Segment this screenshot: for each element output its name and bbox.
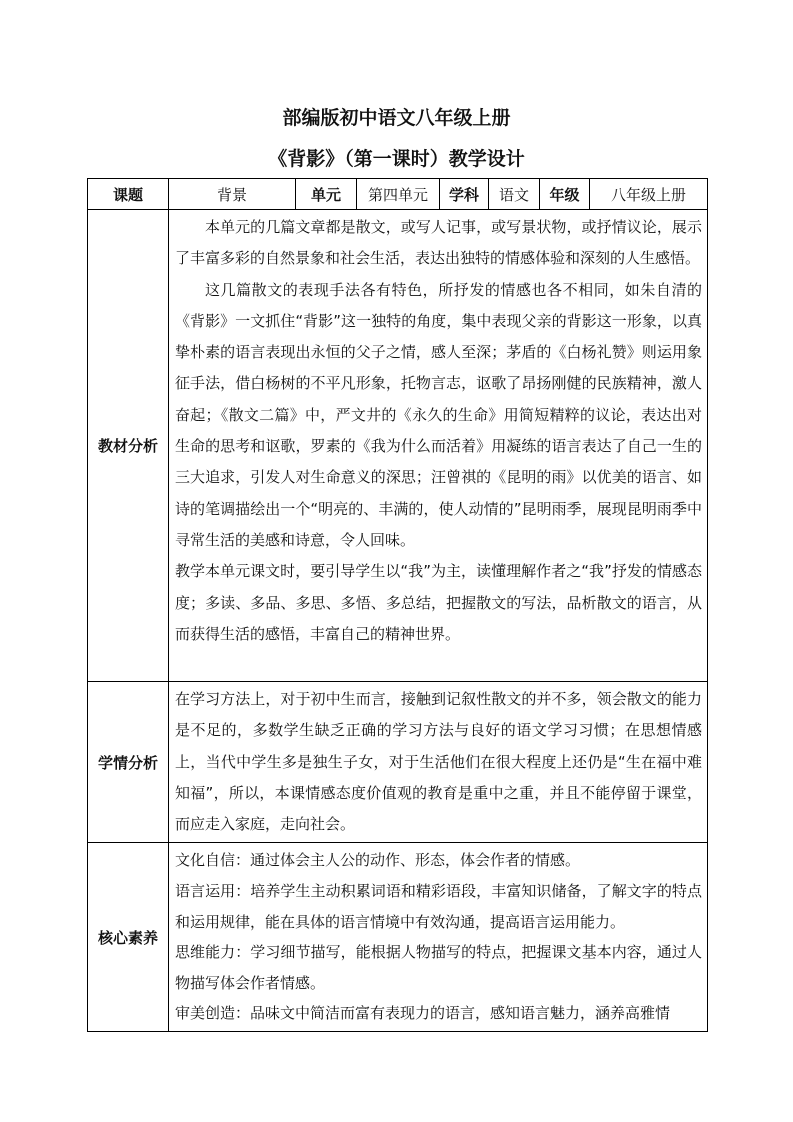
unit-label: 单元: [296, 179, 357, 210]
header-row: [88, 179, 708, 210]
core-literacy-paragraph: 思维能力：学习细节描写，能根据人物描写的特点，把握课文基本内容，通过人物描写体会作者情感。: [175, 943, 702, 992]
learner-analysis-content: [169, 682, 708, 843]
grade-label: 年级: [540, 179, 590, 210]
unit-value: 第四单元: [357, 179, 440, 210]
learner-analysis-paragraph: 在学习方法上，对于初中生而言，接触到记叙性散文的并不多，领会散文的能力是不足的，多数学生缺乏正确的学习方法与良好的语文学习习惯；在思想情感上，当代中学生多是独生子女，对于生活他们在很大程度上还仍是“生在福中难知福”，所以，本课情感态度价值观的教育是重中之重，并且不能停留于课堂，而应走入家庭，走向社会。: [175, 690, 702, 834]
lesson-plan-table: [87, 178, 708, 1032]
grade-value: 八年级上册: [590, 179, 708, 210]
core-literacy-label: 核心素养: [88, 843, 169, 1032]
learner-analysis-row: [88, 682, 708, 843]
topic-label: 课题: [88, 179, 169, 210]
learner-analysis-label: 学情分析: [88, 682, 169, 843]
core-literacy-paragraph: 语言运用：培养学生主动积累词语和精彩语段，丰富知识储备，了解文字的特点和运用规律，能在具体的语言情境中有效沟通，提高语言运用能力。: [175, 882, 702, 931]
subject-label: 学科: [440, 179, 489, 210]
textbook-analysis-row: [88, 210, 708, 682]
document-title: 部编版初中语文八年级上册: [282, 107, 511, 129]
core-literacy-paragraph: 文化自信：通过体会主人公的动作、形态，体会作者的情感。: [175, 851, 581, 870]
textbook-analysis-label: 教材分析: [88, 210, 169, 682]
document-subtitle: 《背影》（第一课时）教学设计: [268, 148, 525, 170]
textbook-analysis-paragraph: 这几篇散文的表现手法各有特色，所抒发的情感也各不相同，如朱自清的《背影》一文抓住“背影”这一独特的角度，集中表现父亲的背影这一形象，以真挚朴素的语言表现出永恒的父子之情，感人至深；茅盾的《白杨礼赞》则运用象征手法，借白杨树的不平凡形象，托物言志，讴歌了昂扬刚健的民族精神，激人奋起；《散文二篇》中，严文井的《永久的生命》用简短精粹的议论，表达出对生命的思考和讴歌，罗素的《我为什么而活着》用凝练的语言表达了自己一生的三大追求，引发人对生命意义的深思；汪曾祺的《昆明的雨》以优美的语言、如诗的笔调描绘出一个“明亮的、丰满的，使人动情的”昆明雨季，展现昆明雨季中寻常生活的美感和诗意，令人回味。: [175, 280, 702, 549]
textbook-analysis-paragraph: 本单元的几篇文章都是散文，或写人记事，或写景状物，或抒情议论，展示了丰富多彩的自然景象和社会生活，表达出独特的情感体验和深刻的人生感悟。: [175, 218, 702, 268]
subject-value: 语文: [489, 179, 540, 210]
textbook-analysis-paragraph: 教学本单元课文时，要引导学生以“我”为主，读懂理解作者之“我”抒发的情感态度；多读、多品、多思、多悟、多总结，把握散文的写法，品析散文的语言，从而获得生活的感悟，丰富自己的精神世界。: [175, 562, 702, 643]
core-literacy-content: [169, 843, 708, 1032]
topic-value: 背景: [169, 179, 296, 210]
textbook-analysis-content: [169, 210, 708, 682]
core-literacy-paragraph: 审美创造：品味文中简洁而富有表现力的语言，感知语言魅力，涵养高雅情: [175, 1004, 671, 1023]
core-literacy-row: [88, 843, 708, 1032]
